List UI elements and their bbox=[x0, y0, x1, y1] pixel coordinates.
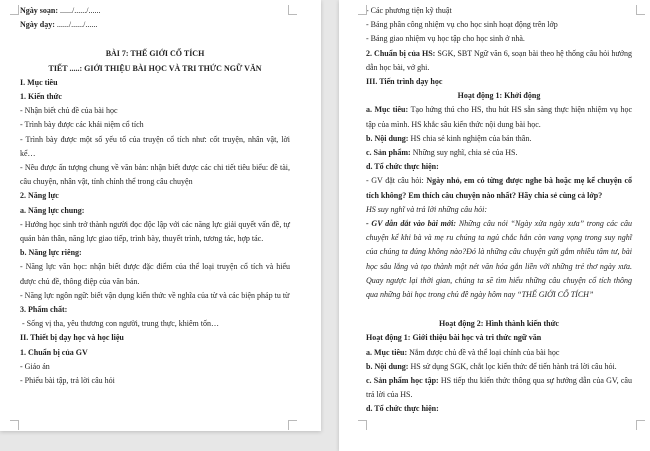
text-run: b. Nội dung: bbox=[366, 361, 411, 371]
text-run: II. Thiết bị dạy học và học liệu bbox=[20, 333, 124, 343]
doc-paragraph bbox=[20, 161, 290, 189]
text-run: c. Sản phẩm: bbox=[366, 148, 413, 158]
doc-paragraph bbox=[20, 360, 290, 374]
text-run: - Trình bày được các khái niệm cổ tích bbox=[20, 120, 144, 130]
text-run: a. Năng lực chung: bbox=[20, 205, 85, 215]
doc-paragraph bbox=[20, 289, 290, 303]
doc-paragraph bbox=[20, 18, 290, 32]
doc-paragraph bbox=[366, 402, 632, 416]
doc-paragraph bbox=[366, 132, 632, 146]
doc-paragraph bbox=[366, 317, 632, 331]
text-run: HS sử dụng SGK, chắt lọc kiến thức để tiến hành trả lời câu hỏi. bbox=[410, 361, 617, 371]
text-run: - Năng lực ngôn ngữ: biết vận dụng kiến thức về nghĩa của từ và các biện pháp tu từ bbox=[20, 290, 290, 300]
text-run: Nắm được chủ đề và thể loại chính của bài học bbox=[409, 347, 560, 357]
text-boundary-mark bbox=[358, 420, 367, 430]
text-run: Những suy nghĩ, chia sẻ của HS. bbox=[412, 148, 518, 158]
text-run: Hoạt động 1: Giới thiệu bài học và tri thức ngữ văn bbox=[366, 333, 542, 343]
doc-paragraph bbox=[20, 246, 290, 260]
text-run: 1. Kiến thức bbox=[20, 92, 62, 102]
doc-paragraph bbox=[366, 75, 632, 89]
doc-paragraph bbox=[366, 18, 632, 32]
doc-paragraph bbox=[20, 104, 290, 118]
doc-paragraph bbox=[20, 4, 290, 18]
text-run: - GV dẫn dắt vào bài mới: bbox=[366, 219, 459, 229]
text-run: 2. Năng lực bbox=[20, 191, 59, 201]
doc-paragraph bbox=[366, 217, 632, 302]
doc-paragraph bbox=[366, 360, 632, 374]
text-run: - Năng lực văn học: nhận biết được đặc điểm của thể loại truyện cổ tích và hiểu được chủ đề, thông điệp của văn bản. bbox=[20, 262, 290, 286]
text-boundary-mark bbox=[636, 5, 645, 15]
text-run: Hoạt động 2: Hình thành kiến thức bbox=[439, 319, 559, 329]
text-run: TIẾT .....: GIỚI THIỆU BÀI HỌC VÀ TRI THỨC NGỮ VĂN bbox=[48, 63, 262, 73]
doc-paragraph bbox=[20, 218, 290, 246]
text-run: - Bảng giao nhiệm vụ học tập cho học sinh ở nhà. bbox=[366, 34, 525, 44]
text-run: III. Tiến trình dạy học bbox=[366, 77, 443, 87]
doc-paragraph bbox=[20, 374, 290, 388]
doc-paragraph bbox=[366, 331, 632, 345]
text-run: Ngày nhỏ, em có từng được nghe bà hoặc mẹ kể chuyện cổ tích không? Em thích câu chuyện nào nhất? Hãy chia sẻ cùng cả lớp? bbox=[366, 176, 632, 200]
page-2[interactable] bbox=[339, 0, 650, 451]
text-boundary-mark bbox=[10, 420, 19, 430]
text-run: - Hướng học sinh trở thành người đọc độc lập với các năng lực giải quyết vấn đề, tự quản bản thân, năng lực giao tiếp, trình bày, thuyết trình, tương tác, hợp tác. bbox=[20, 219, 290, 244]
doc-paragraph bbox=[366, 160, 632, 174]
page-1[interactable] bbox=[0, 0, 321, 431]
text-boundary-mark bbox=[358, 5, 367, 15]
doc-paragraph bbox=[20, 260, 290, 288]
text-run: a. Mục tiêu: bbox=[366, 347, 410, 357]
doc-paragraph bbox=[20, 189, 290, 203]
doc-paragraph bbox=[20, 317, 290, 331]
doc-paragraph bbox=[366, 174, 632, 202]
text-run: - Nêu được ấn tượng chung về văn bản: nhận biết được các chi tiết tiêu biểu: đề tài, câu chuyện, nhân vật, tính chỉnh thể trong câu chuyện bbox=[20, 163, 290, 187]
doc-paragraph bbox=[20, 346, 290, 360]
doc-paragraph bbox=[20, 204, 290, 218]
text-run: - Giáo án bbox=[20, 361, 50, 371]
doc-paragraph bbox=[366, 4, 632, 18]
doc-paragraph bbox=[20, 62, 290, 76]
doc-paragraph bbox=[20, 118, 290, 132]
text-run: BÀI 7: THẾ GIỚI CỔ TÍCH bbox=[105, 49, 205, 59]
blank-line bbox=[366, 302, 632, 317]
text-run: Tạo hứng thú cho HS, thu hút HS sẵn sàng thực hiện nhiệm vụ học tập của mình. HS khắc sâu kiến thức nội dung bài học. bbox=[366, 105, 632, 129]
doc-paragraph bbox=[20, 133, 290, 161]
text-run: ....../....../...... bbox=[60, 6, 101, 15]
text-run: - Các phương tiện kỹ thuật bbox=[366, 6, 452, 15]
doc-paragraph bbox=[20, 303, 290, 317]
text-run: - Phiếu bài tập, trả lời câu hỏi bbox=[20, 376, 115, 386]
text-run: Ngày dạy: bbox=[20, 20, 57, 30]
text-run: b. Năng lực riêng: bbox=[20, 248, 82, 258]
text-run: 3. Phẩm chất: bbox=[20, 305, 68, 315]
doc-paragraph bbox=[20, 331, 290, 345]
doc-paragraph bbox=[366, 346, 632, 360]
text-run: ....../....../...... bbox=[56, 20, 98, 30]
doc-paragraph bbox=[366, 47, 632, 75]
doc-paragraph bbox=[366, 203, 632, 217]
blank-line bbox=[20, 32, 290, 47]
doc-paragraph bbox=[366, 89, 632, 103]
doc-paragraph bbox=[20, 47, 290, 61]
text-run: - Trình bày được một số yếu tố của truyện cổ tích như: cốt truyện, nhân vật, lời kể… bbox=[20, 134, 290, 158]
text-run: HS suy nghĩ và trả lời những câu hỏi: bbox=[366, 204, 488, 214]
text-boundary-mark bbox=[10, 5, 19, 15]
text-run: 2. Chuẩn bị của HS: bbox=[366, 48, 438, 58]
doc-paragraph bbox=[366, 32, 632, 46]
text-boundary-mark bbox=[636, 420, 645, 430]
text-run: I. Mục tiêu bbox=[20, 77, 58, 87]
text-run: - Sống vị tha, yêu thương con người, trung thực, khiêm tốn… bbox=[20, 319, 220, 329]
doc-paragraph bbox=[20, 76, 290, 90]
text-run: 1. Chuẩn bị của GV bbox=[20, 347, 88, 357]
text-run: HS tiếp thu kiến thức thông qua sự hướng dẫn của GV, câu trả lời của HS. bbox=[366, 376, 632, 400]
text-boundary-mark bbox=[288, 5, 297, 15]
page-1-text-area[interactable] bbox=[20, 4, 290, 388]
text-run: a. Mục tiêu: bbox=[366, 105, 411, 115]
text-run: Ngày soạn: bbox=[20, 6, 61, 15]
text-boundary-mark bbox=[288, 420, 297, 430]
text-run: Những câu nói “Ngày xửa ngày xưa” trong các câu chuyện kể khi bà và mẹ ru chúng ta ngủ chắc hẳn còn vang vọng trong suy nghĩ của chúng ta đúng không nào?Đó là những câu chuyện gửi gắm nhiều tâm tư, bài học sâu lắng và tạo thành một nét văn hóa gắn liền với những trẻ thơ ngày xưa. Quay ngược lại thời gian, chúng ta sẽ tìm hiểu những câu chuyện cổ tích thông qua những bài học trong chủ đề ngày hôm nay “THẾ GIỚI CỔ TÍCH” bbox=[366, 219, 632, 300]
text-run: Hoạt động 1: Khởi động bbox=[457, 91, 541, 101]
doc-paragraph bbox=[20, 90, 290, 104]
doc-paragraph bbox=[366, 146, 632, 160]
text-run: - Bảng phân công nhiệm vụ cho học sinh hoạt động trên lớp bbox=[366, 20, 558, 30]
doc-paragraph bbox=[366, 103, 632, 131]
page-2-text-area[interactable] bbox=[366, 4, 632, 417]
text-run: HS chia sẻ kinh nghiệm của bản thân. bbox=[410, 133, 532, 143]
text-run: b. Nội dung: bbox=[366, 133, 411, 143]
text-run: - Nhận biết chủ đề của bài học bbox=[20, 106, 118, 116]
text-run: d. Tổ chức thực hiện: bbox=[366, 162, 439, 172]
text-run: c. Sản phẩm học tập: bbox=[366, 376, 441, 386]
doc-paragraph bbox=[366, 374, 632, 402]
text-run: d. Tổ chức thực hiện: bbox=[366, 404, 439, 414]
text-run: SGK, SBT Ngữ văn 6, soạn bài theo hệ thống câu hỏi hướng dẫn học bài, vở ghi. bbox=[366, 48, 632, 72]
text-run: - GV đặt câu hỏi: bbox=[366, 176, 427, 186]
